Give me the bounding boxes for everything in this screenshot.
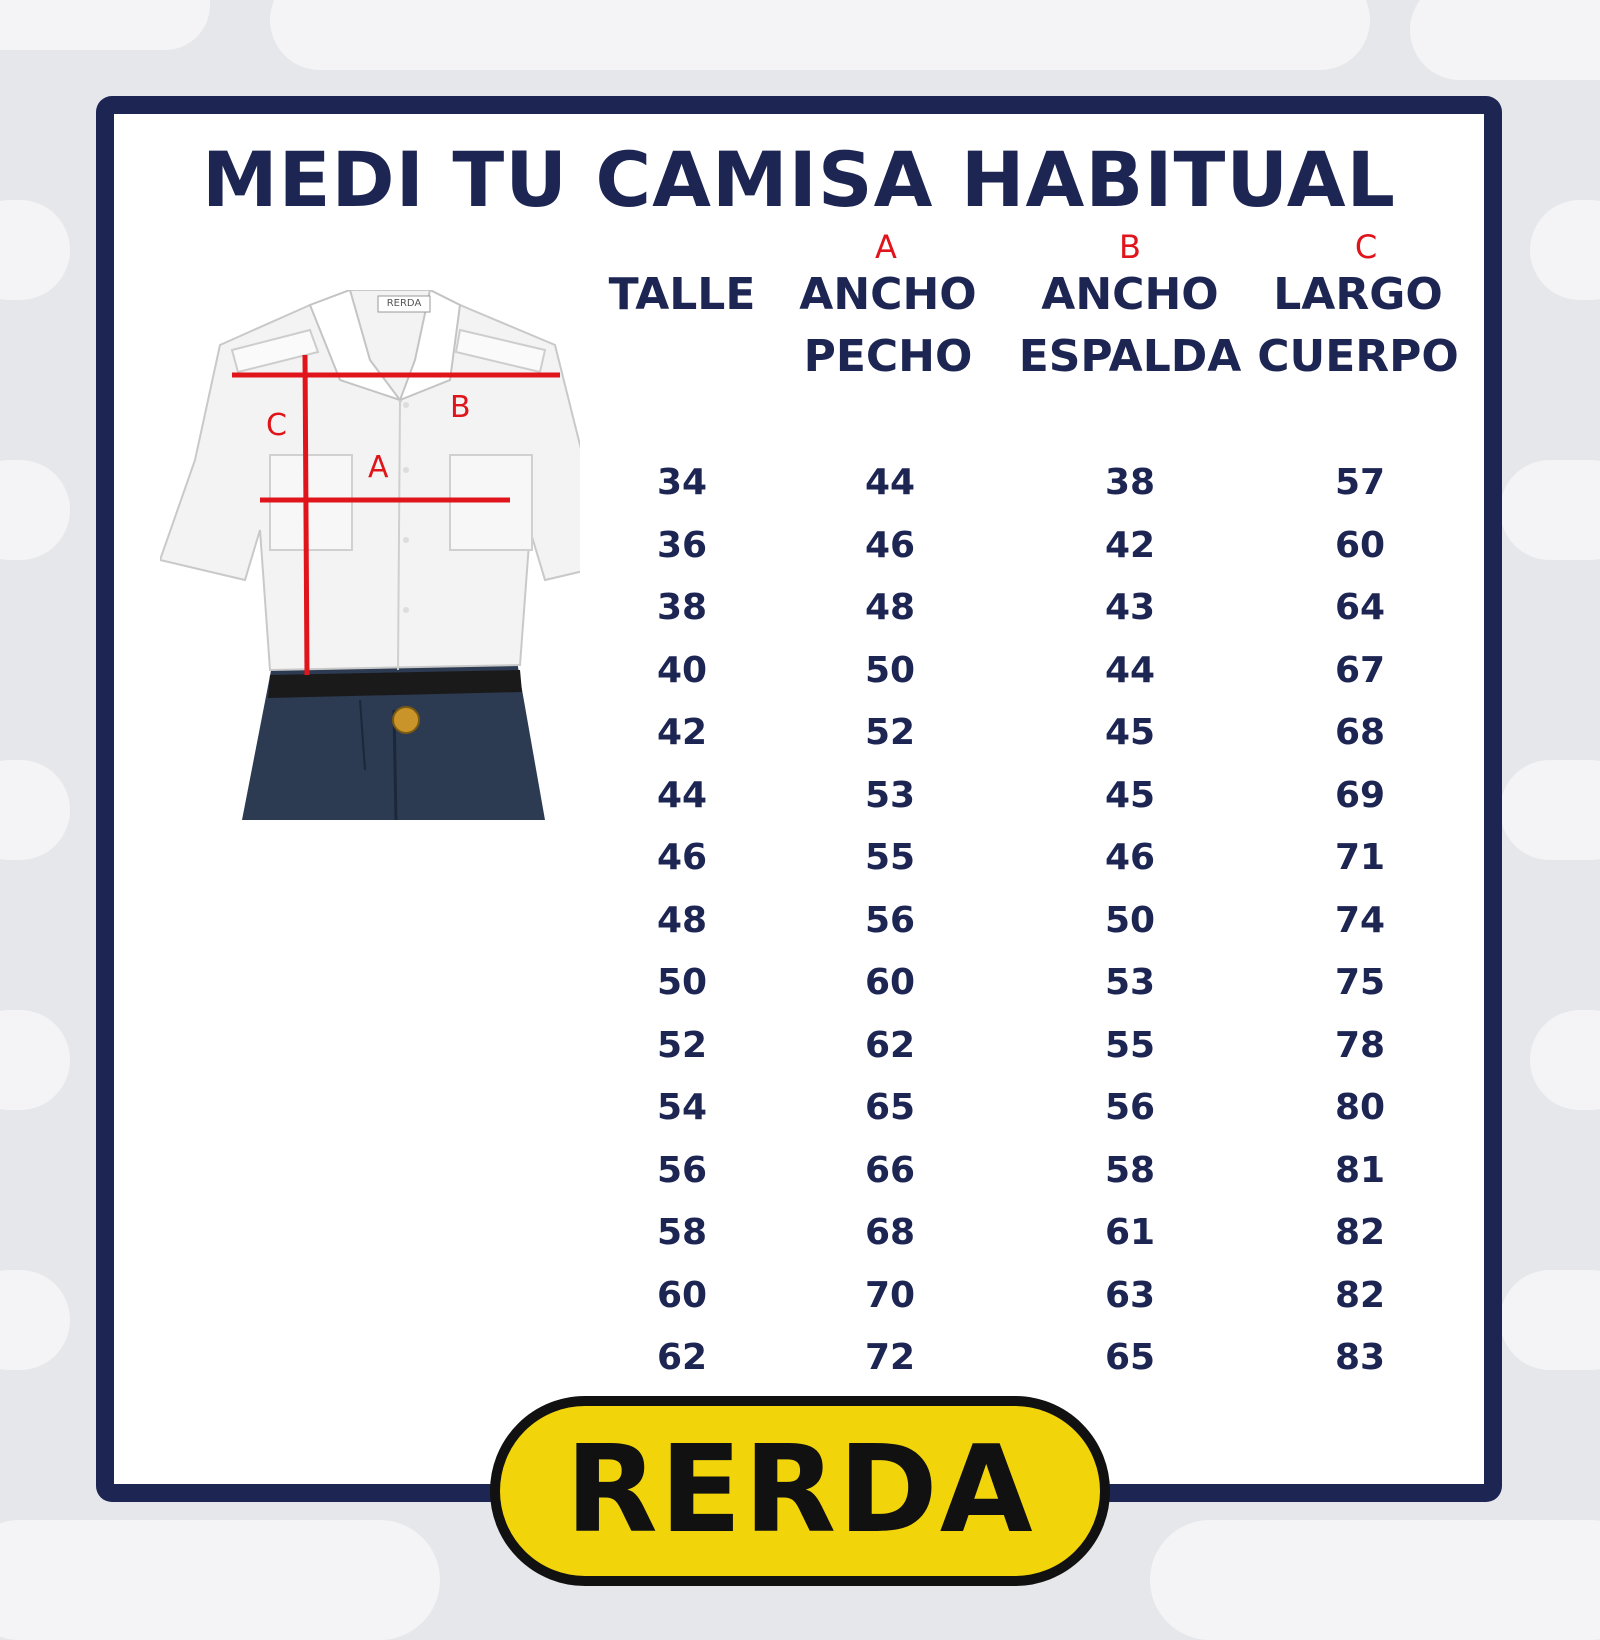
table-cell: 72 [864,1337,916,1378]
table-cell: 81 [1334,1149,1386,1191]
table-cell: 56 [1104,1087,1156,1128]
table-cell: 58 [656,1212,708,1253]
table-cell: 57 [1334,462,1386,503]
table-cell: 48 [864,587,916,628]
table-cell: 40 [656,649,708,691]
table-cell: 50 [656,962,708,1003]
table-cell: 62 [656,1337,708,1378]
table-cell: 66 [864,1149,916,1191]
table-cell: 55 [864,837,916,878]
measure-label-c: C [266,408,287,443]
bg-decoration [1530,1010,1600,1110]
table-cell: 67 [1334,649,1386,691]
bg-decoration [270,0,1370,70]
column-header-ancho-espalda [998,264,1262,388]
table-cell: 60 [864,962,916,1003]
table-cell: 64 [1334,587,1386,628]
column-header-line1: LARGO [1273,269,1443,320]
brand-logo-text: RERDA [565,1421,1035,1560]
shirt-tag-label: RERDA [386,298,422,309]
table-cell: 43 [1104,587,1156,628]
table-cell: 46 [656,837,708,878]
bg-decoration [1410,0,1600,80]
bg-decoration [1150,1520,1600,1640]
table-cell: 60 [1334,524,1386,566]
column-letter-b: B [1119,228,1141,266]
bg-decoration [0,1010,70,1110]
bg-decoration [1500,460,1600,560]
table-cell: 46 [864,524,916,566]
table-cell: 69 [1334,774,1386,816]
table-cell: 80 [1334,1087,1386,1128]
table-cell: 82 [1334,1274,1386,1316]
table-cell: 52 [656,1024,708,1066]
table-cell: 68 [1334,712,1386,753]
table-cell: 65 [864,1087,916,1128]
column-header-line1: ANCHO [799,269,977,320]
table-cell: 56 [864,899,916,941]
table-cell: 42 [656,712,708,753]
table-cell: 46 [1104,837,1156,878]
shirt-measurement-figure [160,290,580,820]
table-cell: 38 [1104,462,1156,503]
table-cell: 34 [656,462,708,503]
table-cell: 68 [864,1212,916,1253]
table-cell: 52 [864,712,916,753]
page-title: MEDI TU CAMISA HABITUAL [202,135,1396,224]
table-cell: 48 [656,899,708,941]
column-header-line2: ESPALDA [1018,331,1242,382]
shirt-illustration [160,290,580,820]
column-letter-c: C [1354,228,1378,266]
table-cell: 50 [1104,899,1156,941]
bg-decoration [0,200,70,300]
table-cell: 78 [1334,1024,1386,1066]
table-cell: 83 [1334,1337,1386,1378]
bg-decoration [0,760,70,860]
bg-decoration [0,1520,440,1640]
table-cell: 53 [864,774,916,816]
column-header-line1: TALLE [608,269,756,320]
column-header-line1: ANCHO [1041,269,1219,320]
bg-decoration [0,460,70,560]
table-cell: 60 [656,1274,708,1316]
bg-decoration [1530,200,1600,300]
bg-decoration [0,1270,70,1370]
table-cell: 53 [1104,962,1156,1003]
table-cell: 44 [864,462,916,503]
bg-decoration [1500,760,1600,860]
table-cell: 58 [1104,1149,1156,1191]
table-cell: 65 [1104,1337,1156,1378]
table-cell: 74 [1334,899,1386,941]
table-cell: 38 [656,587,708,628]
table-cell: 71 [1334,837,1386,878]
measure-label-b: B [450,390,471,425]
column-header-line2: CUERPO [1257,331,1459,382]
table-cell: 55 [1104,1024,1156,1066]
table-cell: 75 [1334,962,1386,1003]
column-header-line2: PECHO [803,331,973,382]
column-header-largo-cuerpo [1228,264,1488,388]
table-cell: 45 [1104,774,1156,816]
table-cell: 63 [1104,1274,1156,1316]
table-cell: 44 [1104,649,1156,691]
table-cell: 61 [1104,1212,1156,1253]
column-letter-a: A [875,228,897,266]
bg-decoration [0,0,210,50]
table-cell: 54 [656,1087,708,1128]
table-cell: 44 [656,774,708,816]
table-cell: 45 [1104,712,1156,753]
measure-label-a: A [368,450,389,485]
table-cell: 70 [864,1274,916,1316]
bg-decoration [1500,1270,1600,1370]
table-cell: 36 [656,524,708,566]
table-cell: 62 [864,1024,916,1066]
table-cell: 42 [1104,524,1156,566]
column-header-ancho-pecho [758,264,1018,388]
table-cell: 82 [1334,1212,1386,1253]
table-cell: 50 [864,649,916,691]
table-cell: 56 [656,1149,708,1191]
